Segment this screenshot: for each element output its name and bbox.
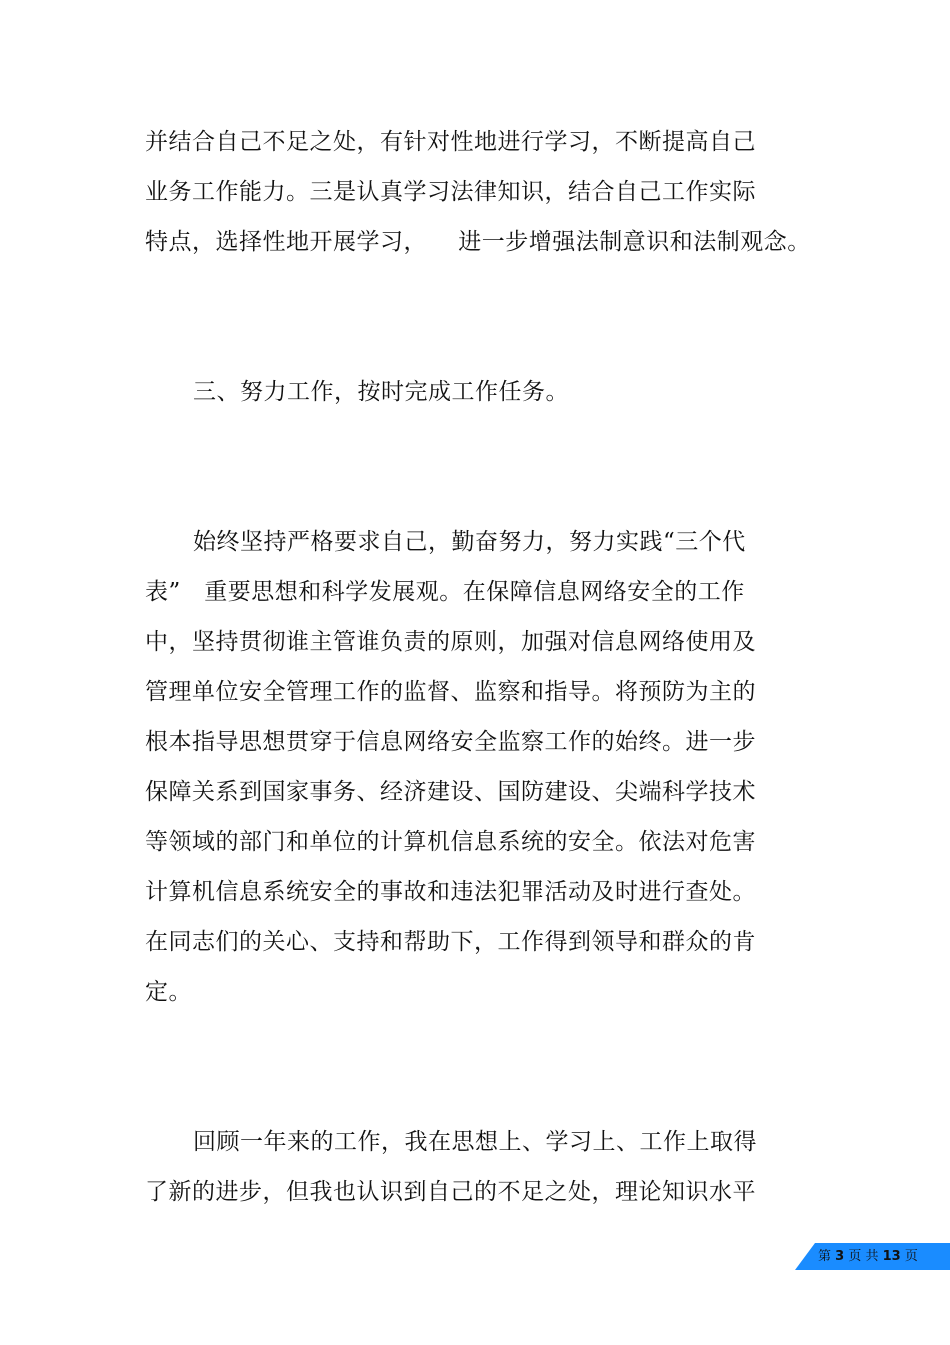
total-pages-number: 13: [882, 1249, 901, 1264]
paragraph-line: 在同志们的关心、支持和帮助下，工作得到领导和群众的肯: [145, 929, 756, 955]
paragraph-line: 管理单位安全管理工作的监督、监察和指导。将预防为主的: [145, 679, 756, 705]
paragraph-line: 表” 重要思想和科学发展观。在保障信息网络安全的工作: [145, 579, 745, 605]
paragraph-line: 定。: [145, 979, 192, 1005]
section-heading: 三、努力工作，按时完成工作任务。: [193, 379, 569, 405]
paragraph-line: 根本指导思想贯穿于信息网络安全监察工作的始终。进一步: [145, 729, 756, 755]
paragraph-line: 业务工作能力。三是认真学习法律知识，结合自己工作实际: [145, 179, 756, 205]
paragraph-line: 了新的进步，但我也认识到自己的不足之处，理论知识水平: [145, 1179, 756, 1205]
page-middle: 页 共: [848, 1249, 879, 1264]
paragraph-line: 保障关系到国家事务、经济建设、国防建设、尖端科学技术: [145, 779, 756, 805]
paragraph-line: 中，坚持贯彻谁主管谁负责的原则，加强对信息网络使用及: [145, 629, 756, 655]
paragraph-line: 并结合自己不足之处，有针对性地进行学习，不断提高自己: [145, 129, 756, 155]
paragraph-line: 等领域的部门和单位的计算机信息系统的安全。依法对危害: [145, 829, 756, 855]
page-suffix: 页: [904, 1249, 918, 1264]
paragraph-line: 计算机信息系统安全的事故和违法犯罪活动及时进行查处。: [145, 879, 756, 905]
current-page-number: 3: [835, 1249, 845, 1264]
page-prefix: 第: [818, 1249, 832, 1264]
paragraph-line: 始终坚持严格要求自己，勤奋努力，努力实践“三个代: [193, 529, 746, 555]
paragraph-line: 回顾一年来的工作，我在思想上、学习上、工作上取得: [193, 1129, 757, 1155]
page-number: [818, 1247, 918, 1266]
paragraph-line: 特点，选择性地开展学习， 进一步增强法制意识和法制观念。: [145, 229, 811, 255]
